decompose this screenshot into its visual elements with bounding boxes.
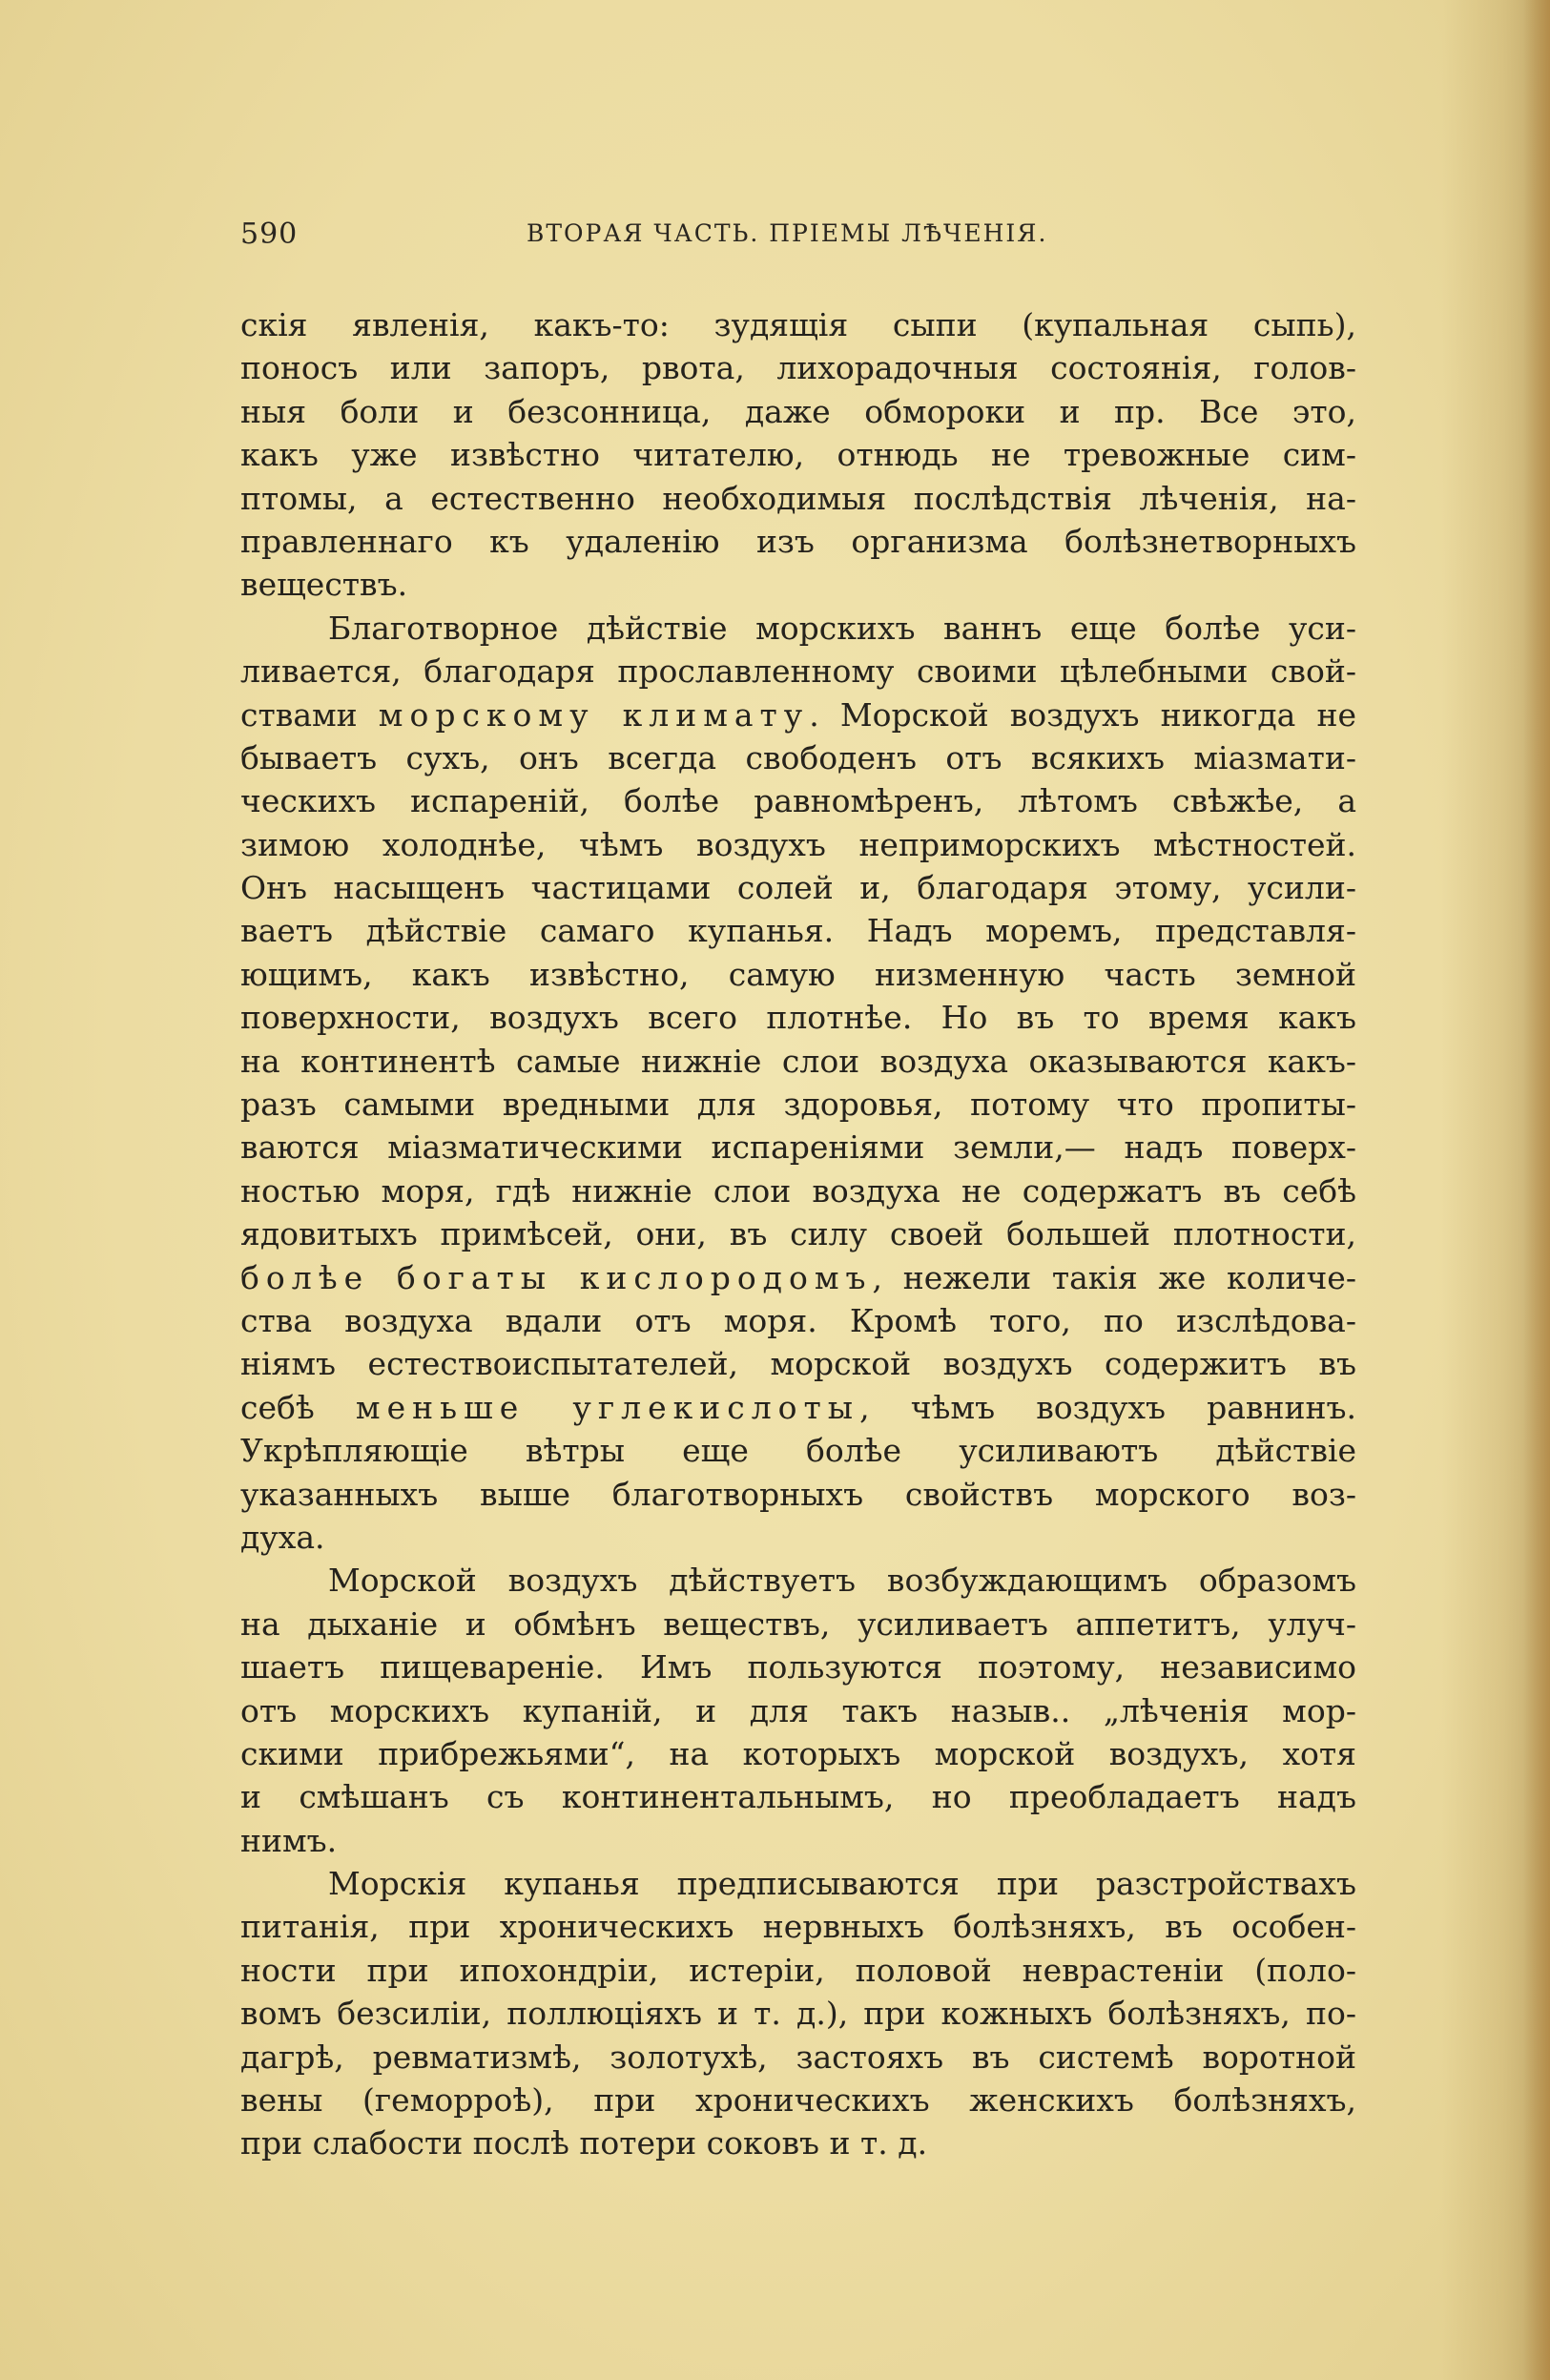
text-line: какъ уже извѣстно читателю, отнюдь не тревожные сим- — [240, 436, 1356, 474]
text-line: шаетъ пищевареніе. Имъ пользуются поэтому, независимо — [240, 1648, 1356, 1687]
text-line: Онъ насыщенъ частицами солей и, благодаря этому, усили- — [240, 869, 1356, 907]
text-line: питанія, при хроническихъ нервныхъ болѣзняхъ, въ особен- — [240, 1908, 1356, 1946]
text-line: на континентѣ самые нижніе слои воздуха оказываются какъ- — [240, 1042, 1356, 1080]
page-edge-shadow — [1523, 0, 1550, 2380]
text-fragment: , нежели такія же количе- — [872, 1258, 1356, 1296]
text-line: Укрѣпляющіе вѣтры еще болѣе усиливаютъ дѣйствіе — [240, 1432, 1356, 1470]
text-line: духа. — [240, 1518, 325, 1556]
text-fragment: себѣ — [240, 1388, 356, 1426]
text-line: ныя боли и безсонница, даже обмороки и пр. Все это, — [240, 392, 1356, 430]
text-line: поносъ или запоръ, рвота, лихорадочныя состоянія, голов- — [240, 349, 1356, 387]
page-number: 590 — [240, 217, 299, 251]
running-head — [240, 217, 1356, 256]
text-line: указанныхъ выше благотворныхъ свойствъ морского воз- — [240, 1475, 1356, 1513]
text-line: птомы, а естественно необходимыя послѣдствія лѣченія, на- — [240, 479, 1356, 517]
text-line: правленнаго къ удаленію изъ организма болѣзнетворныхъ — [240, 522, 1356, 560]
text-line: вомъ безсиліи, поллюціяхъ и т. д.), при кожныхъ болѣзняхъ, по- — [240, 1995, 1356, 2033]
paragraph-start-line: Благотворное дѣйствіе морскихъ ваннъ еще болѣе уси- — [328, 609, 1356, 647]
text-fragment: ствами — [240, 695, 379, 734]
body-text — [240, 303, 1356, 2165]
text-line: ваются міазматическими испареніями земли,— надъ поверх- — [240, 1128, 1356, 1167]
text-line: при слабости послѣ потери соковъ и т. д. — [240, 2124, 928, 2163]
text-line: дагрѣ, ревматизмѣ, золотухѣ, застояхъ въ системѣ воротной — [240, 2038, 1356, 2076]
text-line: вены (геморроѣ), при хроническихъ женскихъ болѣзняхъ, — [240, 2081, 1356, 2120]
text-line: веществъ. — [240, 566, 408, 604]
paragraph-start-line: Морской воздухъ дѣйствуетъ возбуждающимъ образомъ — [328, 1562, 1356, 1600]
text-line: ядовитыхъ примѣсей, они, въ силу своей большей плотности, — [240, 1215, 1356, 1253]
text-fragment: . Морской воздухъ никогда не — [809, 695, 1356, 734]
text-line: ностью моря, гдѣ нижніе слои воздуха не содержатъ въ себѣ — [240, 1171, 1356, 1210]
text-line: разъ самыми вредными для здоровья, потому что пропиты- — [240, 1086, 1356, 1124]
paragraph-start-line: Морскія купанья предписываются при разстройствахъ — [328, 1865, 1356, 1903]
text-line: ваетъ дѣйствіе самаго купанья. Надъ моремъ, представля- — [240, 912, 1356, 950]
text-line: скими прибрежьями“, на которыхъ морской воздухъ, хотя — [240, 1734, 1356, 1772]
text-line: ности при ипохондріи, истеріи, половой неврастеніи (поло- — [240, 1951, 1356, 1989]
text-line: ливается, благодаря прославленному своими цѣлебными свой- — [240, 652, 1356, 691]
text-line-with-emphasis — [240, 693, 1356, 736]
emphasized-text: болѣе богаты кислородомъ — [240, 1258, 873, 1296]
text-line: скія явленія, какъ-то: зудящія сыпи (купальная сыпь), — [240, 306, 1356, 343]
text-fragment: , чѣмъ воздухъ равнинъ. — [859, 1388, 1356, 1426]
emphasized-text: морскому климату — [378, 695, 810, 734]
text-line-with-emphasis — [240, 1386, 1356, 1429]
text-line: ніямъ естествоиспытателей, морской воздухъ содержитъ въ — [240, 1345, 1356, 1383]
running-title: ВТОРАЯ ЧАСТЬ. ПРIЕМЫ ЛѢЧЕНIЯ. — [527, 219, 1048, 247]
emphasized-text: меньше углекислоты — [355, 1388, 860, 1426]
text-line: ства воздуха вдали отъ моря. Кромѣ того, по изслѣдова- — [240, 1301, 1356, 1339]
text-line: поверхности, воздухъ всего плотнѣе. Но въ то время какъ — [240, 999, 1356, 1037]
text-line-with-emphasis — [240, 1256, 1356, 1299]
text-line: и смѣшанъ съ континентальнымъ, но преобладаетъ надъ — [240, 1778, 1356, 1816]
text-line: бываетъ сухъ, онъ всегда свободенъ отъ всякихъ міазмати- — [240, 738, 1356, 776]
text-line: на дыханіе и обмѣнъ веществъ, усиливаетъ аппетитъ, улуч- — [240, 1604, 1356, 1643]
text-line: ческихъ испареній, болѣе равномѣренъ, лѣтомъ свѣжѣе, а — [240, 782, 1356, 820]
text-line: ющимъ, какъ извѣстно, самую низменную часть земной — [240, 955, 1356, 993]
text-line: нимъ. — [240, 1821, 338, 1859]
text-line: зимою холоднѣе, чѣмъ воздухъ неприморскихъ мѣстностей. — [240, 825, 1356, 863]
text-line: отъ морскихъ купаній, и для такъ назыв.. „лѣченія мор- — [240, 1691, 1356, 1729]
